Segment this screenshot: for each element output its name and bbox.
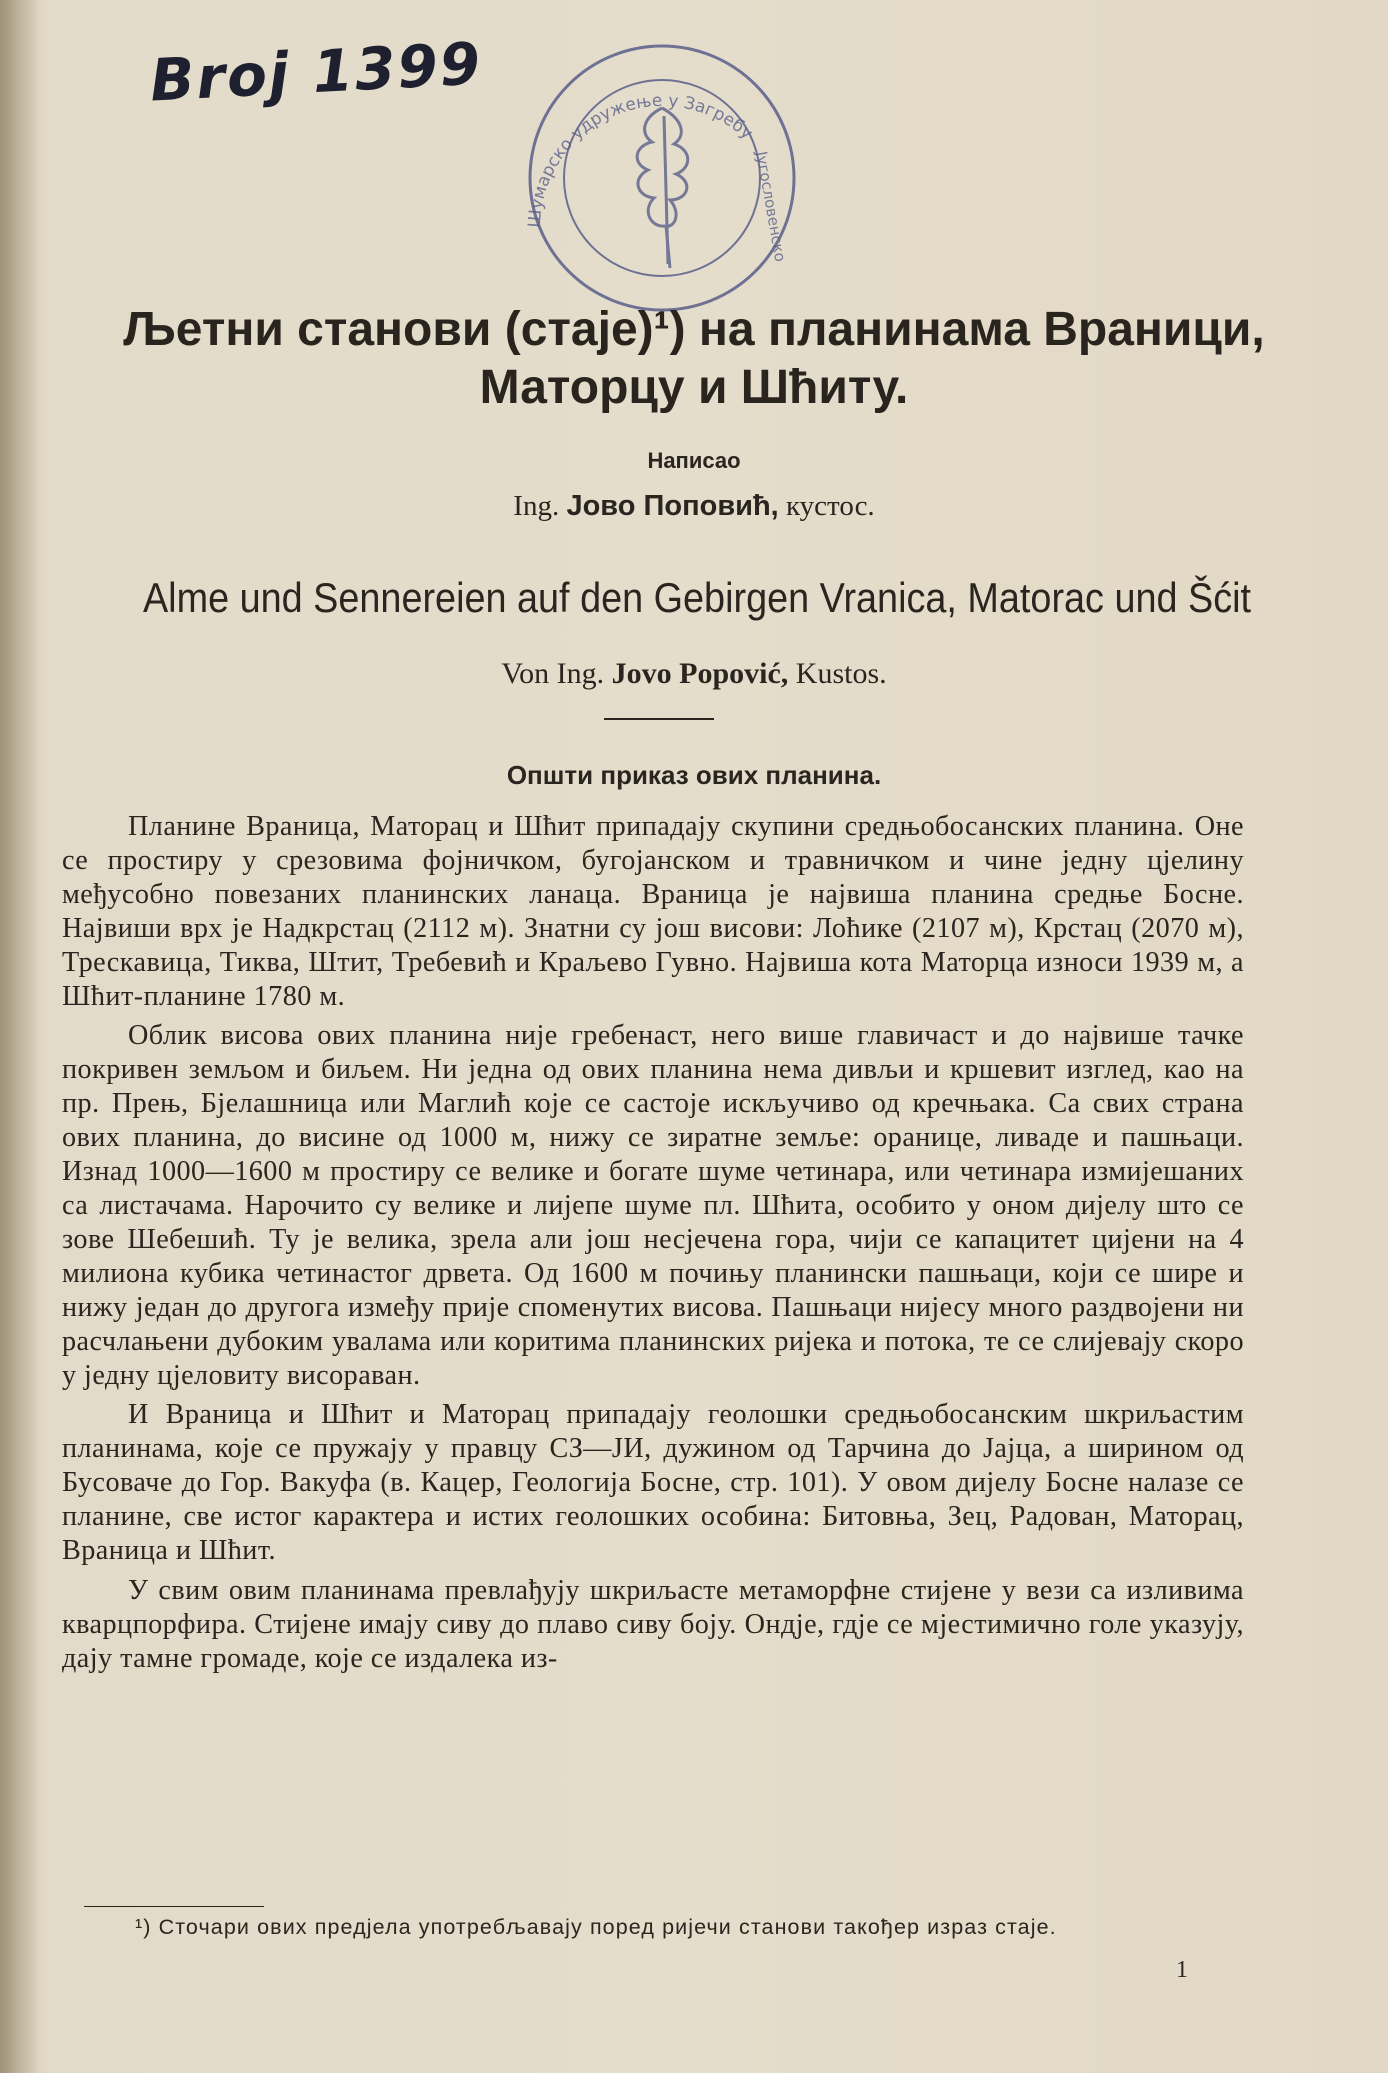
footnote: ¹) Сточари ових предјела употребљавају поред ријечи станови такођер израз стаје. (135, 1915, 1057, 1939)
library-stamp (482, 38, 842, 313)
german-title: Alme und Sennereien auf den Gebirgen Vranica, Matorac und Šćit (142, 574, 1252, 621)
title-divider (604, 718, 714, 720)
paragraph-3: И Враница и Шћит и Маторац припадају геолошки средњобосанским шкриљастим планинама, које се пружају у правцу СЗ—ЈИ, дужином од Тарчина до Јајца, а ширином од Бусоваче до Гор. Вакуфа (в. Кацер, Геологија Босне, стр. 101). У овом дијелу Босне налазе се планине, све истог карактера и истих геолошких особина: Битовња, Зец, Радован, Маторац, Враница и Шћит. (62, 1399, 1244, 1567)
german-byline-prefix: Von Ing. (501, 657, 605, 690)
german-byline (0, 657, 1388, 691)
german-byline-role: Kustos. (795, 657, 887, 690)
section-heading: Општи приказ ових планина. (506, 760, 882, 790)
german-byline-author: Jovo Popović, (611, 657, 789, 690)
footnote-rule (84, 1906, 264, 1907)
stamp-text-outer: Шумарско удружење у Загребу (524, 90, 757, 229)
body-text (62, 810, 1244, 1682)
title-line-1: Љетни станови (стаје)¹) на планинама Враници, (123, 303, 1265, 356)
paragraph-1: Планине Враница, Маторац и Шћит припадају скупини средњобосанских планина. Оне се простиру у срезовима фојничком, бугојанском и травничком и чине једну цјелину међусобно повезаних планинских ланаца. Враница је највиша планина средње Босне. Највиши врх је Надкрстац (2112 м). Знатни су још висови: Лоћике (2107 м), Крстац (2070 м), Трескавица, Тиква, Штит, Требевић и Краљево Гувно. Највиша кота Маторца износи 1939 м, а Шћит-планине 1780 м. (62, 811, 1244, 1012)
paragraph-2: Облик висова ових планина није гребенаст, него више главичаст и до највише тачке покривен земљом и биљем. Ни једна од ових планина нема дивљи и кршевит изглед, као на пр. Прењ, Бјелашница или Маглић које се састоје искључиво од кречњака. Са свих страна ових планина, до висине од 1000 м, нижу се зиратне земље: оранице, ливаде и пашњаци. Изнад 1000—1600 м простиру се велике и богате шуме четинара, или четинара измијешаних са листачама. Нарочито су велике и лијепе шуме пл. Шћита, особито у оном дијелу што се зове Шебешић. Ту је велика, зрела али још несјечена гора, чији се капацитет цијени на 4 милиона кубика четинастог дрвета. Од 1600 м почињу планински пашњаци, који се шире и нижу један до другога између прије споменутих висова. Пашњаци нијесу много раздвојени ни расчлањени дубоким увалама или коритима планинских ријека и потока, те се слијевају скоро у једну цјеловиту висораван. (62, 1020, 1244, 1391)
byline-author: Јово Поповић, (566, 490, 779, 522)
title-line-2: Маторцу и Шћиту. (479, 361, 909, 414)
page-number: 1 (1176, 1957, 1188, 1983)
byline-prefix: Ing. (513, 490, 560, 522)
handwritten-note: Broj 1399 (148, 29, 484, 115)
stamp-text-inner: Југословенско (752, 150, 790, 264)
oak-leaf-icon (637, 108, 688, 268)
paragraph-4: У свим овим планинама превлађују шкриљасте метаморфне стијене у вези са изливима кварцпорфира. Стијене имају сиву до плаво сиву боју. Ондје, гдје се мјестимично голе указују, дају тамне громаде, које се издалека из- (62, 1574, 1244, 1674)
byline (0, 490, 1388, 523)
byline-label: Написао (647, 448, 741, 473)
byline-role: кустос. (786, 490, 875, 522)
page-edge-shadow (0, 0, 40, 2073)
